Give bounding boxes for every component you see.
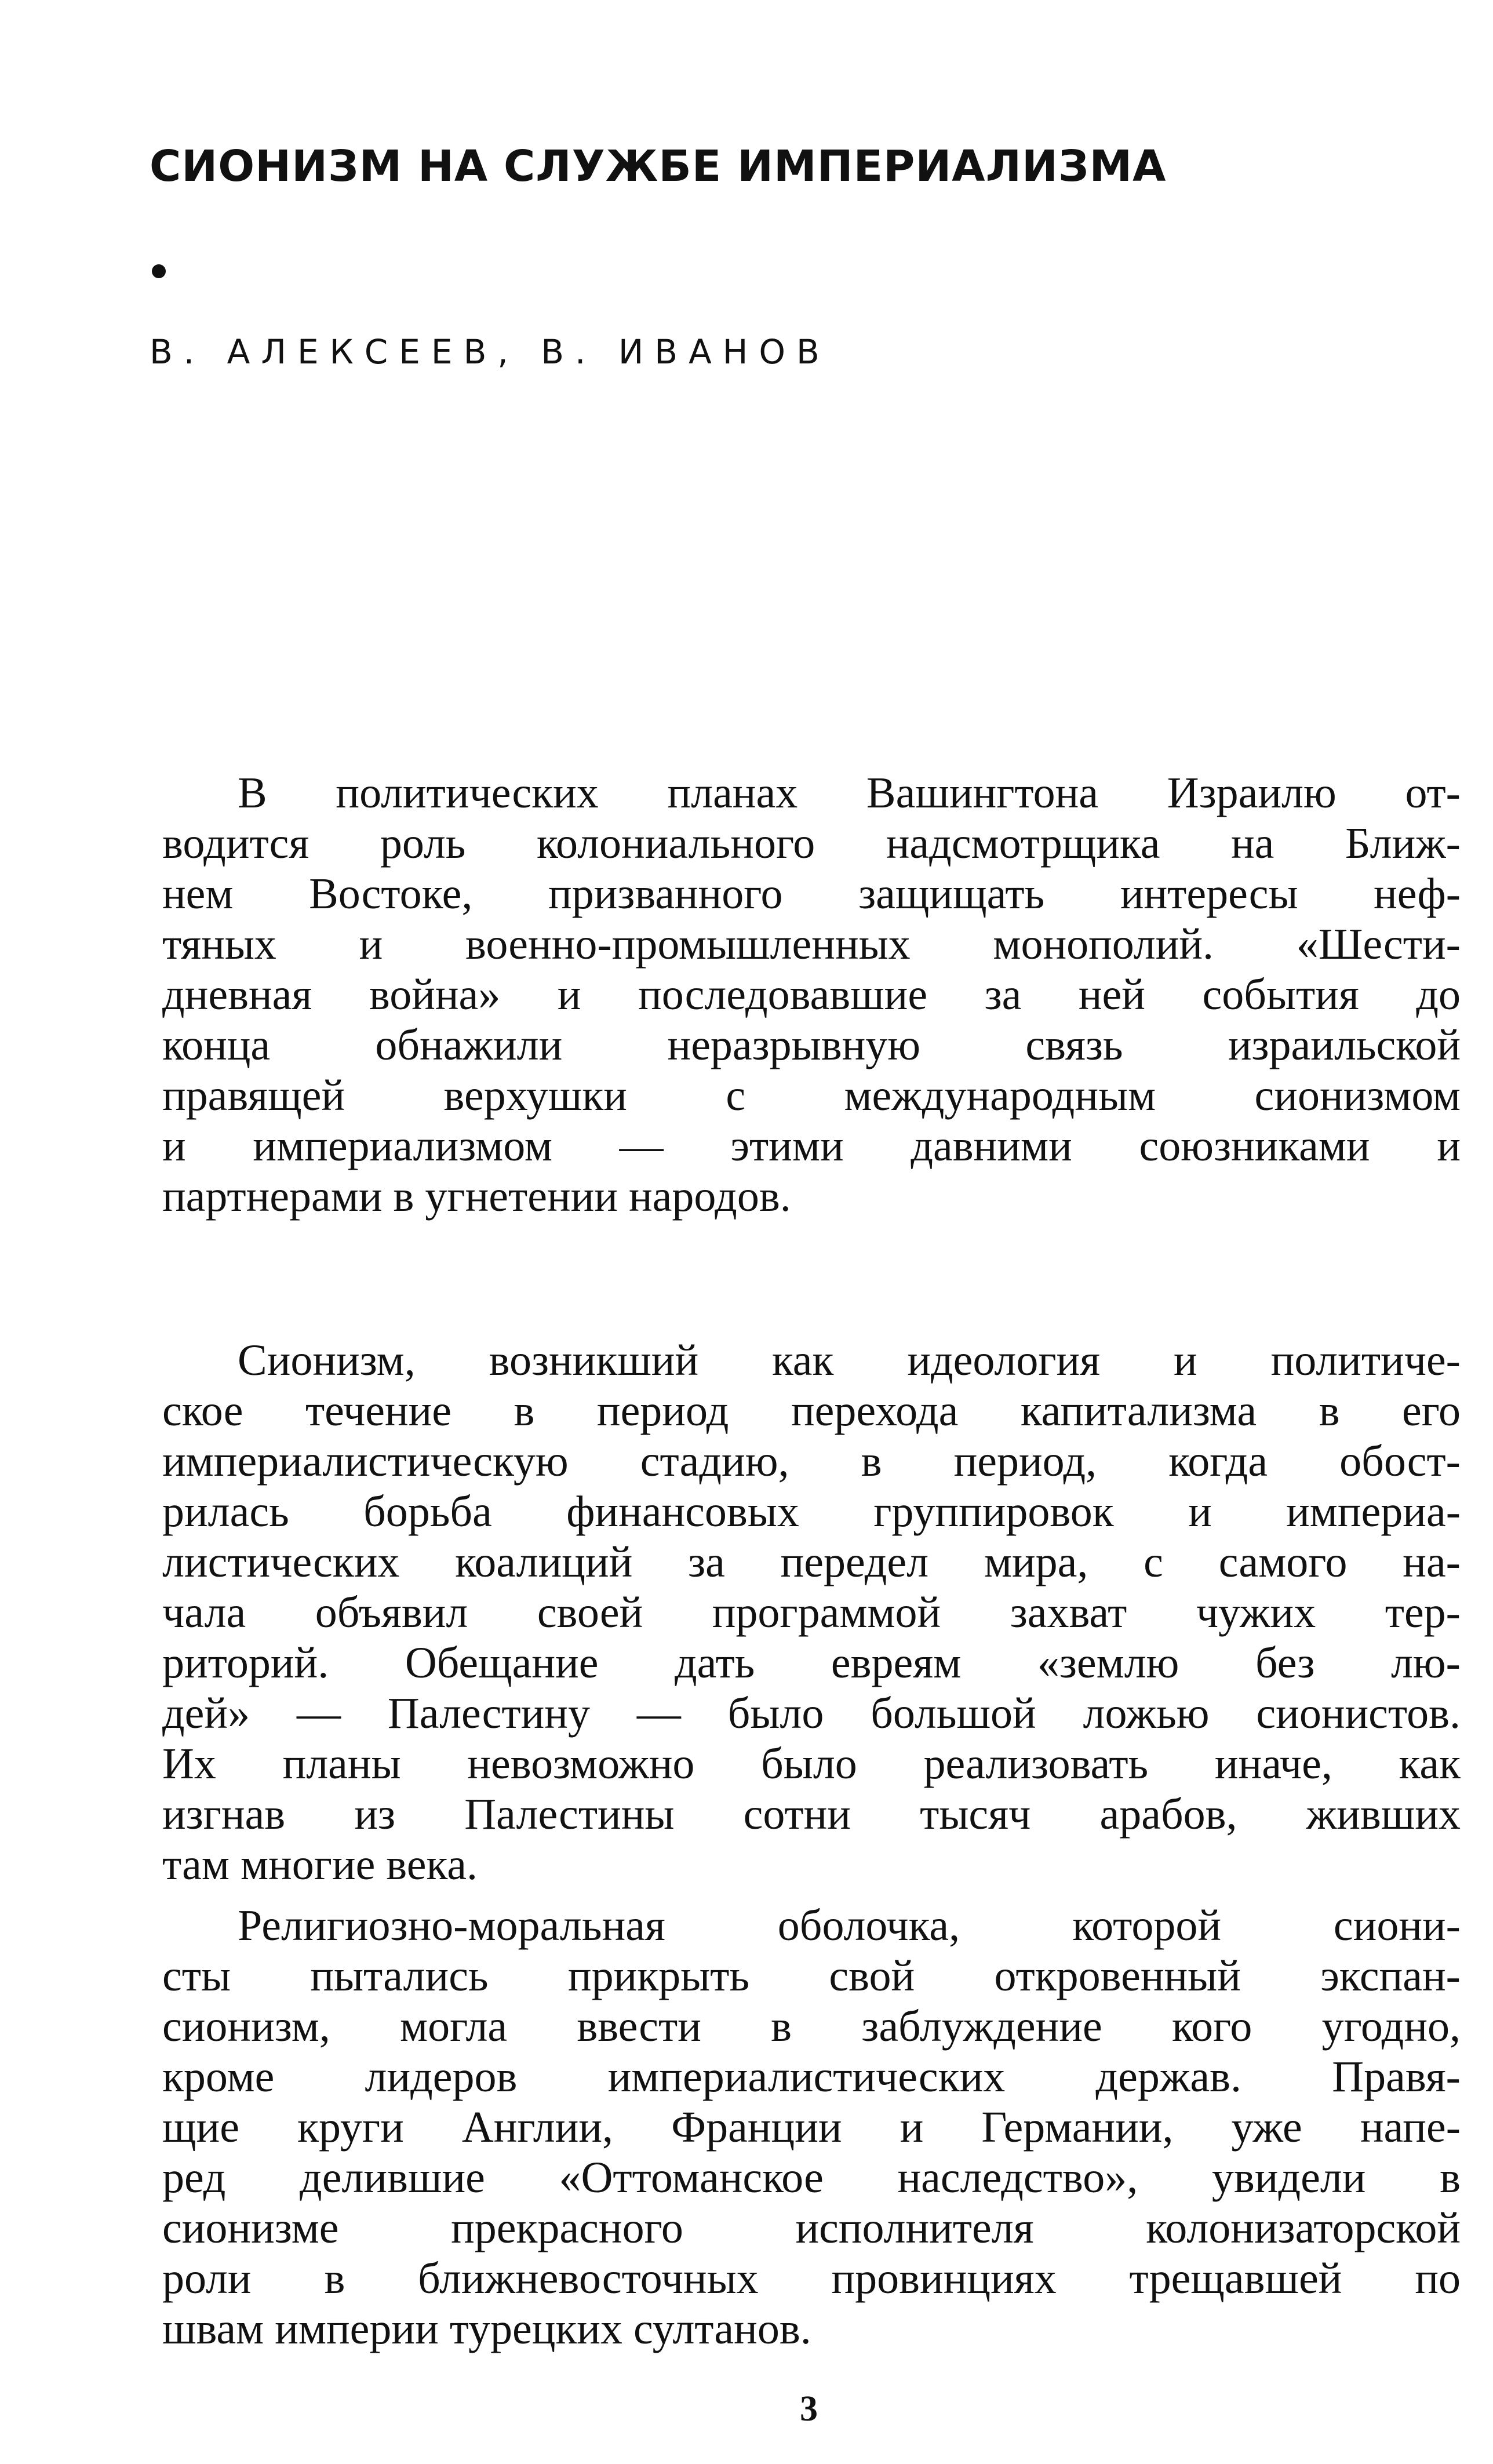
text-line: листических коалиций за передел мира, с самого на- (162, 1538, 1461, 1586)
text-line: сионизм, могла ввести в заблуждение кого угодно, (162, 2002, 1461, 2051)
text-line: дневная война» и последовавшие за ней события до (162, 970, 1461, 1019)
text-line: чала объявил своей программой захват чужих тер- (162, 1588, 1461, 1637)
text-line: конца обнажили неразрывную связь израильской (162, 1021, 1461, 1069)
paragraph-2 (162, 1335, 1461, 1890)
bullet-icon (152, 264, 166, 278)
article-title: СИОНИЗМ НА СЛУЖБЕ ИМПЕРИАЛИЗМА (150, 141, 1167, 191)
article-authors: В. АЛЕКСЕЕВ, В. ИВАНОВ (150, 332, 831, 372)
text-line: водится роль колониального надсмотрщика на Ближ- (162, 819, 1461, 868)
text-line: сты пытались прикрыть свой откровенный экспан- (162, 1952, 1461, 2000)
text-line: правящей верхушки с международным сионизмом (162, 1071, 1461, 1120)
text-line: Религиозно-моральная оболочка, которой сиони- (238, 1901, 1461, 1950)
text-line: кроме лидеров империалистических держав. Правя- (162, 2052, 1461, 2101)
text-line: ред делившие «Оттоманское наследство», увидели в (162, 2153, 1461, 2202)
paragraph-1 (162, 768, 1461, 1222)
text-line: рилась борьба финансовых группировок и империа- (162, 1487, 1461, 1536)
text-line: В политических планах Вашингтона Израилю от- (238, 769, 1461, 817)
text-line: риторий. Обещание дать евреям «землю без лю- (162, 1639, 1461, 1687)
text-line: Их планы невозможно было реализовать иначе, как (162, 1739, 1461, 1788)
text-line: швам империи турецких султанов. (162, 2305, 811, 2353)
text-line: тяных и военно-промышленных монополий. «Шести- (162, 920, 1461, 969)
page-number: 3 (800, 2389, 818, 2429)
text-line: Сионизм, возникший как идеология и политиче- (238, 1336, 1461, 1385)
text-line: и империализмом — этими давними союзниками и (162, 1122, 1461, 1170)
text-line: сионизме прекрасного исполнителя колонизаторской (162, 2204, 1461, 2252)
paragraph-3 (162, 1901, 1461, 2354)
text-line: ское течение в период перехода капитализма в его (162, 1386, 1461, 1435)
text-line: щие круги Англии, Франции и Германии, уже напе- (162, 2103, 1461, 2152)
text-line: роли в ближневосточных провинциях трещавшей по (162, 2254, 1461, 2303)
text-line: изгнав из Палестины сотни тысяч арабов, живших (162, 1790, 1461, 1839)
text-line: нем Востоке, призванного защищать интересы неф- (162, 869, 1461, 918)
text-line: империалистическую стадию, в период, когда обост- (162, 1437, 1461, 1486)
text-line: дей» — Палестину — было большой ложью сионистов. (162, 1689, 1461, 1738)
text-line: партнерами в угнетении народов. (162, 1172, 791, 1221)
text-line: там многие века. (162, 1840, 478, 1889)
